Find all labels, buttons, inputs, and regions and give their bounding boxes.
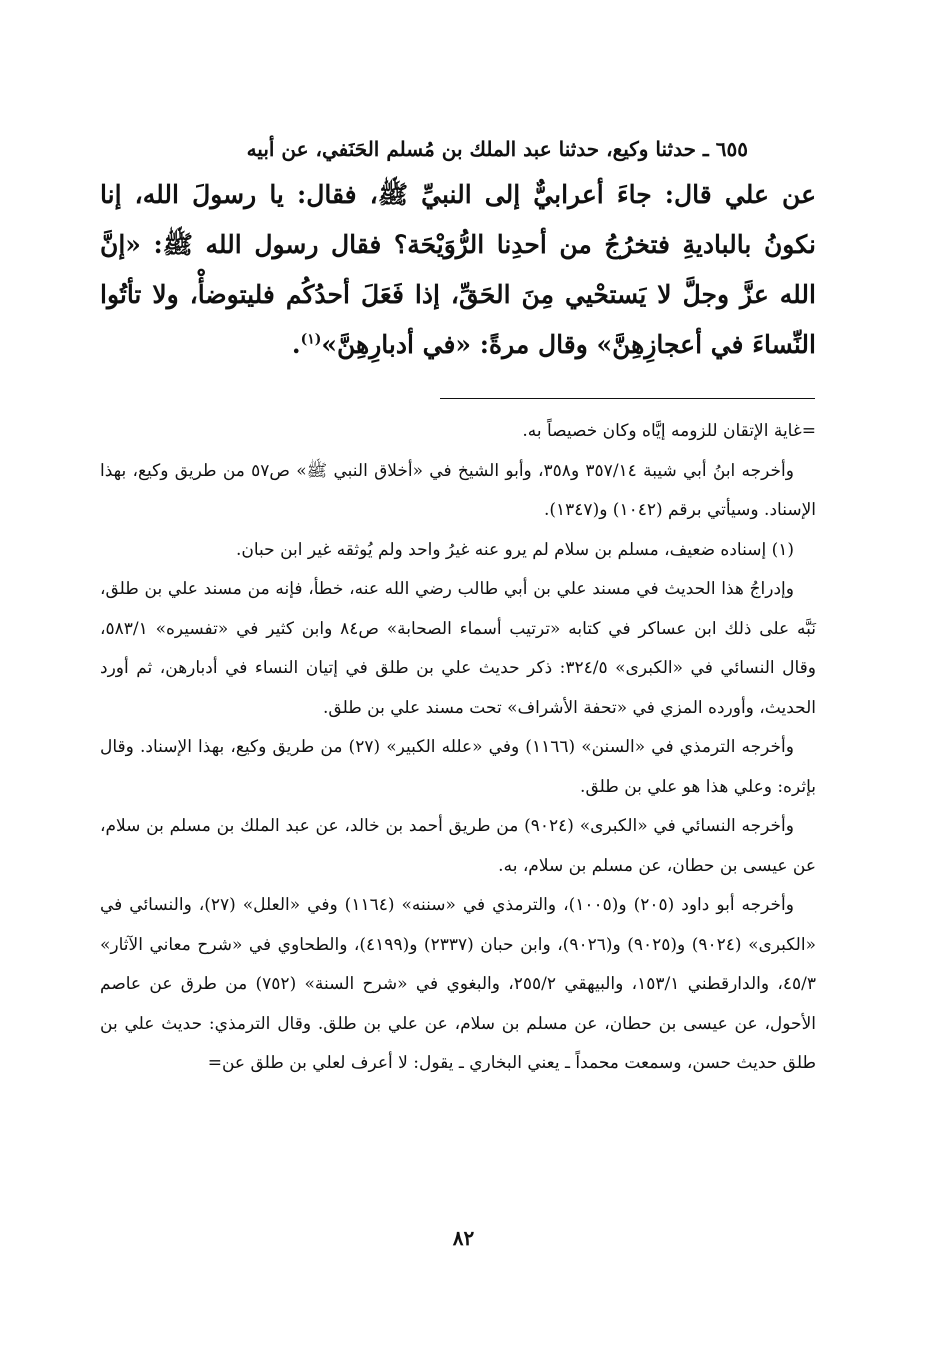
footnote-note-1: (١) إسناده ضعيف، مسلم بن سلام لم يرو عنه غيرُ واحد ولم يُوثقه غير ابن حبان. <box>235 539 794 560</box>
footnote-nasai: وأخرجه النسائي في «الكبرى» (٩٠٢٤) من طريق أحمد بن خالد، عن عبد الملك بن مسلم بن سلام، عن عيسى بن حطان، عن مسلم بن سلام، به. <box>100 816 816 876</box>
footnote-continuation: =غاية الإتقان للزومه إيَّاه وكان خصيصاً به. <box>522 421 816 441</box>
hadith-header: ٦٥٥ ـ حدثنا وكيع، حدثنا عبد الملك بن مُسلم الحَنَفي، عن أبيه <box>246 137 748 161</box>
hadith-body <box>100 170 816 370</box>
footnote-marker: (١) <box>300 331 322 348</box>
hadith-text: عن علي قال: جاءَ أعرابيٌّ إلى النبيِّ ﷺ، فقال: يا رسولَ الله، إنا نكونُ بالباديةِ فتخرُجُ من أحدِنا الرُّوَيْحَة؟ فقال رسول الله ﷺ: «إنَّ الله عزَّ وجلَّ لا يَستحْيي مِنَ الحَقِّ، إذا فَعَلَ أحدُكُم فليتوضأْ، ولا تأتُوا النِّساءَ في أعجازِهِنَّ» وقال مرةً: «في أدبارِهِنَّ» <box>100 180 816 359</box>
page-number: ٨٢ <box>452 1226 475 1250</box>
footnotes <box>100 412 816 1084</box>
footnote-tirmidhi: وأخرجه الترمذي في «السنن» (١١٦٦) وفي «علله الكبير» (٢٧) من طريق وكيع، بهذا الإسناد. وقال بإثره: وعلي هذا هو علي بن طلق. <box>100 737 816 797</box>
footnote-idraj: وإدراجُ هذا الحديث في مسند علي بن أبي طالب رضي الله عنه، خطأ، فإنه من مسند علي بن طلق، نَبَّه على ذلك ابن عساكر في كتابه «ترتيب أسماء الصحابة» ص٨٤ وابن كثير في «تفسيره» ٥٨٣/١، وقال النسائي في «الكبرى» ٣٢٤/٥: ذكر حديث علي بن طلق في إتيان النساء في أدبارهن، ثم أورد الحديث، وأورده المزي في «تحفة الأشراف» تحت مسند علي بن طلق. <box>100 579 816 718</box>
hadith-end: . <box>291 330 301 359</box>
main-text <box>100 128 816 370</box>
footnote-takhrij: وأخرجه ابنُ أبي شيبة ٣٥٧/١٤ و٣٥٨، وأبو الشيخ في «أخلاق النبي ﷺ» ص٥٧ من طريق وكيع، بهذا الإسناد. وسيأتي برقم (١٠٤٢) و(١٣٤٧). <box>100 460 816 520</box>
footnote-divider <box>440 398 815 399</box>
footnote-abu-dawud: وأخرجه أبو داود (٢٠٥) و(١٠٠٥)، والترمذي في «سننه» (١١٦٤) وفي «العلل» (٢٧)، والنسائي في «الكبرى» (٩٠٢٤) و(٩٠٢٥) و(٩٠٢٦)، وابن حبان (٢٣٣٧) و(٤١٩٩)، والطحاوي في «شرح معاني الآثار» ٤٥/٣، والدارقطني ١٥٣/١، والبيهقي ٢٥٥/٢، والبغوي في «شرح السنة» (٧٥٢) من طرق عن عاصم الأحول، عن عيسى بن حطان، عن مسلم بن سلام، عن علي بن طلق. وقال الترمذي: حديث علي بن طلق حديث حسن، وسمعت محمداً ـ يعني البخاري ـ يقول: لا أعرف لعلي بن طلق عن= <box>100 895 816 1073</box>
